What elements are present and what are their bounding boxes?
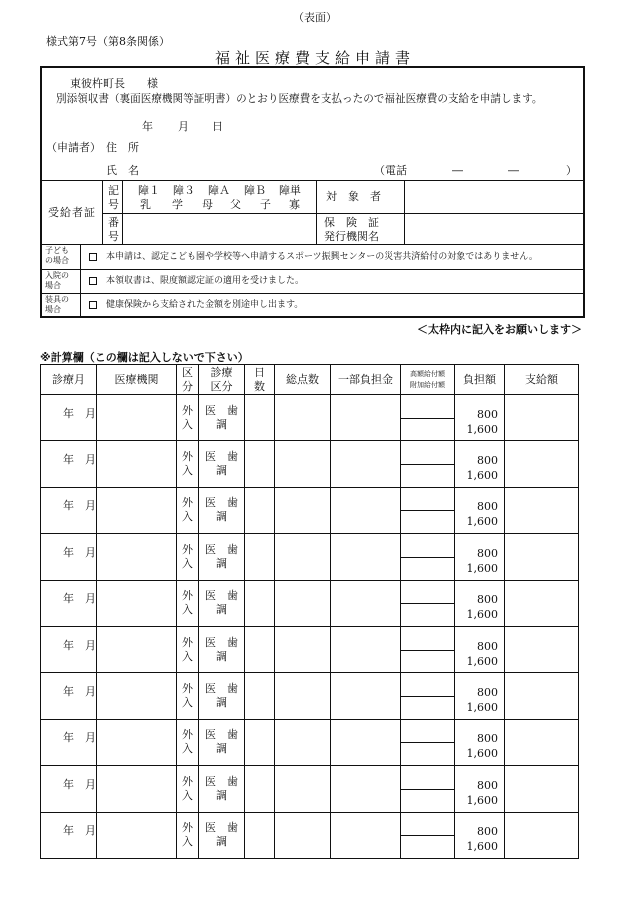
payment-cell: [505, 487, 579, 533]
code-option: 乳: [140, 198, 151, 211]
copay-cell: [331, 580, 401, 626]
col-header-institution: 医療機関: [97, 365, 177, 395]
col-header-text: 日: [254, 365, 265, 379]
col-header-copay: 一部負担金: [331, 365, 401, 395]
date-year-label: 年: [142, 120, 153, 133]
code-option: 寡: [289, 198, 300, 211]
condition-label-2: 場合: [45, 281, 61, 290]
category-outpatient: 外: [182, 635, 193, 649]
cell-divider: [401, 650, 454, 651]
table-row: [41, 534, 579, 580]
calculation-table: [40, 364, 579, 859]
category-cell: [177, 719, 199, 765]
col-header-text: 分: [182, 379, 193, 393]
col-header-high-cost: [401, 365, 455, 395]
category-outpatient: 外: [182, 682, 193, 696]
burden-amount-1: 800: [477, 639, 498, 653]
high-cost-cell: [401, 395, 455, 441]
cell-divider: [401, 696, 454, 697]
application-frame: [40, 66, 585, 318]
month-cell: 年 月: [41, 441, 97, 487]
phone-label: （電話: [374, 164, 407, 177]
category-inpatient: 入: [182, 649, 193, 663]
cell-divider: [401, 789, 454, 790]
category-cell: [177, 580, 199, 626]
days-cell: [245, 626, 275, 672]
category-outpatient: 外: [182, 542, 193, 556]
burden-cell: [455, 766, 505, 812]
treatment-medical-dental: 医 歯: [205, 450, 238, 464]
table-row: [41, 719, 579, 765]
category-cell: [177, 395, 199, 441]
treatment-pharmacy: 調: [216, 603, 227, 617]
payment-cell: [505, 626, 579, 672]
table-header-row: [41, 365, 579, 395]
category-cell: [177, 673, 199, 719]
treatment-pharmacy: 調: [216, 649, 227, 663]
copay-cell: [331, 766, 401, 812]
burden-amount-1: 800: [477, 732, 498, 746]
month-cell: 年 月: [41, 487, 97, 533]
burden-cell: [455, 580, 505, 626]
treatment-medical-dental: 医 歯: [205, 542, 238, 556]
institution-cell: [97, 534, 177, 580]
burden-amount-1: 800: [477, 778, 498, 792]
cell-divider: [401, 418, 454, 419]
institution-cell: [97, 766, 177, 812]
high-cost-cell: [401, 580, 455, 626]
child-condition-checkbox[interactable]: [89, 253, 97, 261]
address-label: 住 所: [106, 141, 139, 154]
high-cost-cell: [401, 673, 455, 719]
payment-cell: [505, 812, 579, 858]
category-outpatient: 外: [182, 403, 193, 417]
hospital-condition-checkbox[interactable]: [89, 277, 97, 285]
table-row: [41, 626, 579, 672]
category-cell: [177, 626, 199, 672]
application-statement: 別添領収書（裏面医療機関等証明書）のとおり医療費を支払ったので福祉医療費の支給を申請します。: [56, 93, 543, 105]
treatment-category-cell: [199, 487, 245, 533]
days-cell: [245, 441, 275, 487]
col-header-treatment-category: [199, 365, 245, 395]
high-cost-cell: [401, 534, 455, 580]
burden-amount-2: 1,600: [466, 793, 498, 807]
col-header-days: [245, 365, 275, 395]
divider: [42, 180, 583, 181]
col-header-burden: 負担額: [455, 365, 505, 395]
treatment-pharmacy: 調: [216, 464, 227, 478]
category-inpatient: 入: [182, 417, 193, 431]
burden-cell: [455, 719, 505, 765]
treatment-pharmacy: 調: [216, 417, 227, 431]
burden-cell: [455, 812, 505, 858]
calculation-section-title: ※計算欄（この欄は記入しないで下さい）: [40, 351, 249, 364]
category-inpatient: 入: [182, 696, 193, 710]
month-cell: 年 月: [41, 534, 97, 580]
treatment-medical-dental: 医 歯: [205, 403, 238, 417]
col-header-total-points: 総点数: [275, 365, 331, 395]
insurance-label-1: 保 険 証: [324, 216, 379, 229]
treatment-pharmacy: 調: [216, 788, 227, 802]
total-points-cell: [275, 626, 331, 672]
treatment-medical-dental: 医 歯: [205, 496, 238, 510]
phone-close: ）: [566, 164, 577, 177]
payment-cell: [505, 580, 579, 626]
condition-text: 健康保険から支給された金額を別途申し出ます。: [106, 300, 304, 310]
divider: [80, 244, 81, 316]
cell-divider: [401, 464, 454, 465]
applicant-label: （申請者）: [46, 141, 101, 154]
total-points-cell: [275, 487, 331, 533]
burden-amount-2: 1,600: [466, 654, 498, 668]
payment-cell: [505, 766, 579, 812]
payment-cell: [505, 441, 579, 487]
treatment-medical-dental: 医 歯: [205, 635, 238, 649]
days-cell: [245, 534, 275, 580]
category-inpatient: 入: [182, 556, 193, 570]
condition-label-2: 場合: [45, 305, 61, 314]
burden-amount-1: 800: [477, 407, 498, 421]
condition-label-1: 入院の: [45, 271, 69, 280]
treatment-category-cell: [199, 580, 245, 626]
days-cell: [245, 487, 275, 533]
institution-cell: [97, 812, 177, 858]
code-option: 障Ｂ: [244, 184, 266, 197]
number-label-1: 番: [108, 216, 119, 229]
treatment-pharmacy: 調: [216, 510, 227, 524]
payment-cell: [505, 395, 579, 441]
col-header-month: 診療月: [41, 365, 97, 395]
total-points-cell: [275, 812, 331, 858]
days-cell: [245, 812, 275, 858]
burden-cell: [455, 395, 505, 441]
treatment-category-cell: [199, 441, 245, 487]
payment-cell: [505, 673, 579, 719]
total-points-cell: [275, 673, 331, 719]
high-cost-cell: [401, 626, 455, 672]
treatment-pharmacy: 調: [216, 696, 227, 710]
category-outpatient: 外: [182, 450, 193, 464]
treatment-category-cell: [199, 395, 245, 441]
days-cell: [245, 673, 275, 719]
page-title: 福祉医療費支給申請書: [214, 49, 415, 67]
days-cell: [245, 719, 275, 765]
phone-dash-2: ―: [508, 164, 519, 177]
category-cell: [177, 534, 199, 580]
burden-cell: [455, 534, 505, 580]
table-row: [41, 395, 579, 441]
category-outpatient: 外: [182, 589, 193, 603]
burden-amount-2: 1,600: [466, 701, 498, 715]
name-label: 氏 名: [106, 164, 139, 177]
category-inpatient: 入: [182, 510, 193, 524]
category-inpatient: 入: [182, 788, 193, 802]
treatment-medical-dental: 医 歯: [205, 774, 238, 788]
divider: [42, 269, 583, 270]
month-cell: 年 月: [41, 395, 97, 441]
category-cell: [177, 812, 199, 858]
copay-cell: [331, 441, 401, 487]
phone-dash-1: ―: [452, 164, 463, 177]
treatment-medical-dental: 医 歯: [205, 682, 238, 696]
treatment-category-cell: [199, 534, 245, 580]
code-option: 障３: [173, 184, 195, 197]
treatment-category-cell: [199, 719, 245, 765]
date-day-label: 日: [212, 120, 223, 133]
copay-cell: [331, 534, 401, 580]
treatment-category-cell: [199, 812, 245, 858]
code-label-2: 号: [108, 198, 119, 211]
divider: [42, 244, 583, 245]
copay-cell: [331, 719, 401, 765]
days-cell: [245, 580, 275, 626]
burden-cell: [455, 487, 505, 533]
copay-cell: [331, 673, 401, 719]
burden-cell: [455, 441, 505, 487]
code-option: 障Ａ: [208, 184, 230, 197]
month-cell: 年 月: [41, 580, 97, 626]
institution-cell: [97, 626, 177, 672]
col-header-text: 数: [254, 379, 265, 393]
number-label-2: 号: [108, 230, 119, 243]
copay-cell: [331, 626, 401, 672]
table-row: [41, 487, 579, 533]
table-row: [41, 580, 579, 626]
treatment-category-cell: [199, 673, 245, 719]
category-inpatient: 入: [182, 742, 193, 756]
burden-amount-1: 800: [477, 686, 498, 700]
divider: [404, 180, 405, 244]
target-person-label: 対 象 者: [326, 190, 381, 203]
code-option: 障単: [279, 184, 301, 197]
copay-cell: [331, 812, 401, 858]
burden-amount-2: 1,600: [466, 422, 498, 436]
institution-cell: [97, 580, 177, 626]
table-row: [41, 812, 579, 858]
divider: [316, 180, 317, 244]
category-outpatient: 外: [182, 821, 193, 835]
cell-divider: [401, 557, 454, 558]
days-cell: [245, 766, 275, 812]
insurance-label-2: 発行機関名: [324, 230, 379, 243]
table-row: [41, 673, 579, 719]
high-cost-cell: [401, 766, 455, 812]
total-points-cell: [275, 719, 331, 765]
month-cell: 年 月: [41, 766, 97, 812]
col-header-text: 診療: [210, 365, 233, 379]
condition-label-1: 装具の: [45, 295, 69, 304]
cell-divider: [401, 742, 454, 743]
month-cell: 年 月: [41, 626, 97, 672]
month-cell: 年 月: [41, 812, 97, 858]
payment-cell: [505, 534, 579, 580]
category-cell: [177, 766, 199, 812]
condition-text: 本申請は、認定こども園や学校等へ申請するスポーツ振興センターの災害共済給付の対象ではありません。: [106, 252, 538, 262]
burden-cell: [455, 626, 505, 672]
payment-cell: [505, 719, 579, 765]
total-points-cell: [275, 766, 331, 812]
col-header-text: 区: [182, 365, 193, 379]
col-header-text: 附加給付額: [410, 380, 445, 389]
copay-cell: [331, 395, 401, 441]
category-outpatient: 外: [182, 774, 193, 788]
treatment-medical-dental: 医 歯: [205, 821, 238, 835]
category-cell: [177, 487, 199, 533]
high-cost-cell: [401, 441, 455, 487]
category-inpatient: 入: [182, 603, 193, 617]
burden-cell: [455, 673, 505, 719]
month-cell: 年 月: [41, 673, 97, 719]
code-option: 子: [260, 198, 271, 211]
cell-divider: [401, 835, 454, 836]
total-points-cell: [275, 441, 331, 487]
addressee: 東彼杵町長 様: [70, 77, 158, 90]
treatment-pharmacy: 調: [216, 742, 227, 756]
cell-divider: [401, 603, 454, 604]
col-header-payment: 支給額: [505, 365, 579, 395]
code-label-1: 記: [108, 184, 119, 197]
treatment-category-cell: [199, 626, 245, 672]
code-option: 父: [230, 198, 241, 211]
burden-amount-1: 800: [477, 454, 498, 468]
burden-amount-2: 1,600: [466, 608, 498, 622]
col-header-text: 区分: [210, 379, 233, 393]
category-inpatient: 入: [182, 464, 193, 478]
condition-text: 本領収書は、限度額認定証の適用を受けました。: [106, 276, 305, 286]
burden-amount-1: 800: [477, 500, 498, 514]
col-header-text: 高額給付額: [410, 369, 445, 378]
high-cost-cell: [401, 812, 455, 858]
treatment-medical-dental: 医 歯: [205, 728, 238, 742]
condition-label-2: の場合: [45, 256, 69, 265]
burden-amount-2: 1,600: [466, 747, 498, 761]
burden-amount-2: 1,600: [466, 515, 498, 529]
category-cell: [177, 441, 199, 487]
total-points-cell: [275, 534, 331, 580]
burden-amount-1: 800: [477, 825, 498, 839]
treatment-pharmacy: 調: [216, 556, 227, 570]
recipient-card-label: 受給者証: [48, 206, 96, 219]
high-cost-cell: [401, 719, 455, 765]
condition-label-1: 子ども: [45, 246, 69, 255]
total-points-cell: [275, 395, 331, 441]
treatment-category-cell: [199, 766, 245, 812]
code-option: 学: [172, 198, 183, 211]
divider: [122, 180, 123, 244]
date-month-label: 月: [178, 120, 189, 133]
institution-cell: [97, 673, 177, 719]
table-row: [41, 441, 579, 487]
institution-cell: [97, 441, 177, 487]
institution-cell: [97, 487, 177, 533]
category-outpatient: 外: [182, 496, 193, 510]
burden-amount-2: 1,600: [466, 840, 498, 854]
table-row: [41, 766, 579, 812]
code-option: 母: [202, 198, 213, 211]
divider: [102, 180, 103, 244]
copay-cell: [331, 487, 401, 533]
burden-amount-2: 1,600: [466, 561, 498, 575]
burden-amount-1: 800: [477, 546, 498, 560]
institution-cell: [97, 395, 177, 441]
treatment-medical-dental: 医 歯: [205, 589, 238, 603]
burden-amount-1: 800: [477, 593, 498, 607]
form-number: 様式第7号（第8条関係）: [46, 35, 170, 48]
month-cell: 年 月: [41, 719, 97, 765]
total-points-cell: [275, 580, 331, 626]
cell-divider: [401, 510, 454, 511]
fill-in-note: ＜太枠内に記入をお願いします＞: [417, 323, 582, 336]
burden-amount-2: 1,600: [466, 469, 498, 483]
equipment-condition-checkbox[interactable]: [89, 301, 97, 309]
page-face-label: （表面）: [293, 11, 337, 24]
treatment-pharmacy: 調: [216, 835, 227, 849]
category-inpatient: 入: [182, 835, 193, 849]
divider: [102, 213, 583, 214]
days-cell: [245, 395, 275, 441]
divider: [42, 293, 583, 294]
institution-cell: [97, 719, 177, 765]
high-cost-cell: [401, 487, 455, 533]
code-option: 障１: [138, 184, 160, 197]
col-header-category: [177, 365, 199, 395]
category-outpatient: 外: [182, 728, 193, 742]
